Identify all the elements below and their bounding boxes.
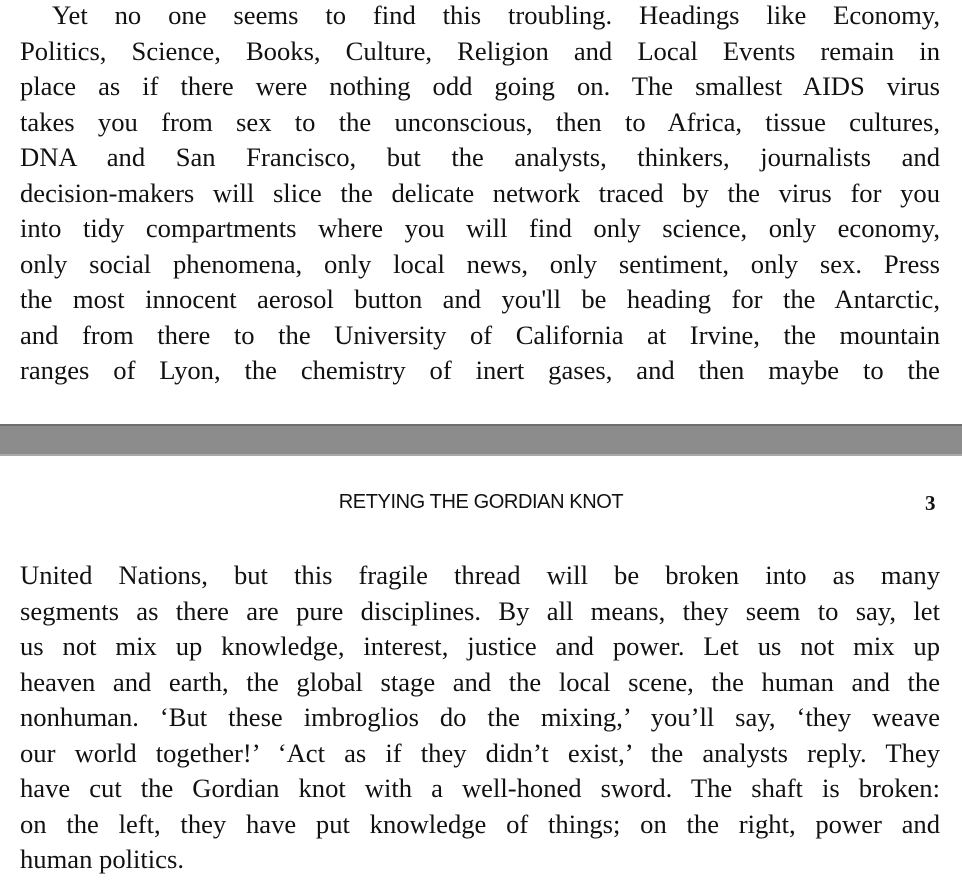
text-line: Yet no one seems to find this troubling. Headings like Economy, bbox=[52, 0, 940, 30]
running-head: RETYING THE GORDIAN KNOT bbox=[338, 491, 624, 513]
text-line: nonhuman. ‘But these imbroglios do the mixing,’ you’ll say, ‘they weave bbox=[20, 702, 940, 732]
text-line: decision-makers will slice the delicate network traced by the virus for you bbox=[20, 177, 940, 208]
text-line: heaven and earth, the global stage and the local scene, the human and the bbox=[20, 666, 940, 697]
text-line: on the left, they have put knowledge of things; on the right, power and bbox=[20, 808, 940, 839]
page-divider bbox=[0, 424, 962, 456]
text-line: human politics. bbox=[20, 844, 184, 874]
bottom-page-body-text bbox=[20, 558, 940, 878]
text-line: us not mix up knowledge, interest, justice and power. Let us not mix up bbox=[20, 631, 940, 661]
text-line: ranges of Lyon, the chemistry of inert gases, and then maybe to the bbox=[20, 355, 940, 385]
text-line: only social phenomena, only local news, only sentiment, only sex. Press bbox=[20, 248, 940, 279]
text-line: place as if there were nothing odd going on. The smallest AIDS virus bbox=[20, 71, 940, 101]
text-line: into tidy compartments where you will find only science, only economy, bbox=[20, 213, 940, 243]
text-line: and from there to the University of California at Irvine, the mountain bbox=[20, 319, 940, 350]
top-page bbox=[0, 0, 962, 424]
text-line: have cut the Gordian knot with a well-honed sword. The shaft is broken: bbox=[20, 773, 940, 803]
top-page-body-text bbox=[20, 0, 940, 389]
text-line: our world together!’ ‘Act as if they didn’t exist,’ the analysts reply. They bbox=[20, 737, 940, 768]
page-number: 3 bbox=[925, 491, 936, 515]
bottom-page bbox=[0, 456, 962, 896]
text-line: segments as there are pure disciplines. By all means, they seem to say, let bbox=[20, 595, 940, 626]
text-line: DNA and San Francisco, but the analysts, thinkers, journalists and bbox=[20, 142, 940, 172]
text-line: takes you from sex to the unconscious, then to Africa, tissue cultures, bbox=[20, 106, 940, 137]
text-line: Politics, Science, Books, Culture, Religion and Local Events remain in bbox=[20, 35, 940, 66]
text-line: the most innocent aerosol button and you'll be heading for the Antarctic, bbox=[20, 284, 940, 314]
text-line: United Nations, but this fragile thread will be broken into as many bbox=[20, 560, 940, 590]
